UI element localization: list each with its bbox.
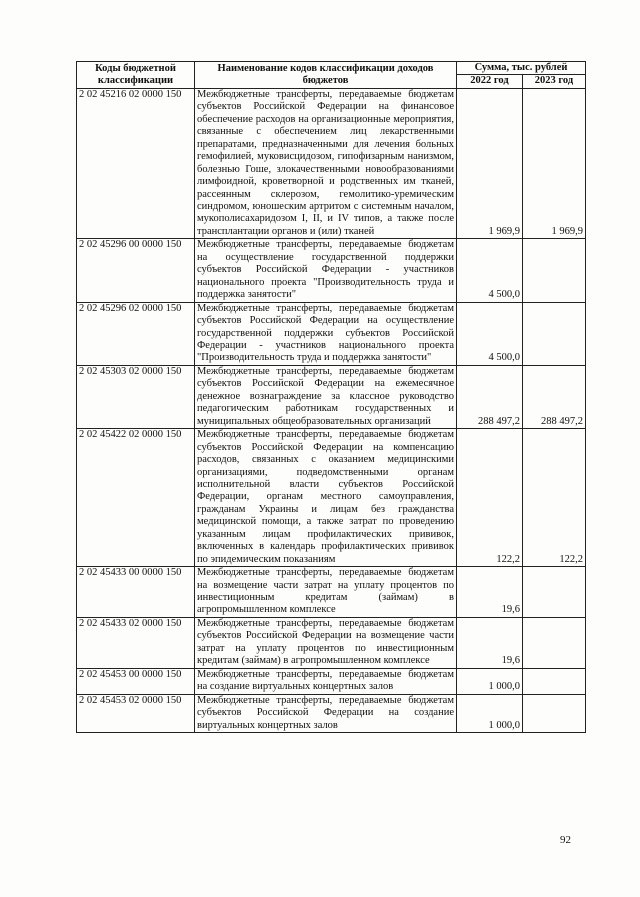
row-name: Межбюджетные трансферты, передаваемые бюджетам субъектов Российской Федерации на ежемесячное денежное вознаграждение за классное руководство педагогическим работникам государственных и муниципальных общеобразовательных организаций xyxy=(195,365,457,428)
row-code: 2 02 45453 00 0000 150 xyxy=(77,668,195,694)
table-row xyxy=(77,567,586,618)
row-value-2022: 1 000,0 xyxy=(457,694,523,732)
table-row xyxy=(77,88,586,238)
table-row xyxy=(77,429,586,567)
page-number: 92 xyxy=(560,834,571,846)
row-name: Межбюджетные трансферты, передаваемые бюджетам субъектов Российской Федерации на компенсацию расходов, связанных с оказанием медицинскими организациями, подведомственными органам исполнительной власти субъектов Российской Федерации, органам местного самоуправления, гражданам Украины и лицам без гражданства медицинской помощи, а также затрат по проведению указанным лицам профилактических прививок, включенных в календарь профилактических прививок по эпидемическим показаниям xyxy=(195,429,457,567)
row-value-2023: 122,2 xyxy=(523,429,586,567)
header-name: Наименование кодов классификации доходов бюджетов xyxy=(195,62,457,89)
row-code: 2 02 45453 02 0000 150 xyxy=(77,694,195,732)
budget-table xyxy=(76,61,586,733)
row-code: 2 02 45433 02 0000 150 xyxy=(77,617,195,668)
row-value-2022: 19,6 xyxy=(457,567,523,618)
row-value-2022: 4 500,0 xyxy=(457,302,523,365)
row-value-2023 xyxy=(523,617,586,668)
table-row xyxy=(77,694,586,732)
row-code: 2 02 45216 02 0000 150 xyxy=(77,88,195,238)
row-value-2023 xyxy=(523,668,586,694)
table-row xyxy=(77,239,586,302)
row-value-2023 xyxy=(523,302,586,365)
row-name: Межбюджетные трансферты, передаваемые бюджетам субъектов Российской Федерации на создание виртуальных концертных залов xyxy=(195,694,457,732)
row-code: 2 02 45422 02 0000 150 xyxy=(77,429,195,567)
row-code: 2 02 45303 02 0000 150 xyxy=(77,365,195,428)
row-code: 2 02 45296 00 0000 150 xyxy=(77,239,195,302)
header-codes: Коды бюджетной классификации xyxy=(77,62,195,89)
row-value-2022: 19,6 xyxy=(457,617,523,668)
row-name: Межбюджетные трансферты, передаваемые бюджетам на создание виртуальных концертных залов xyxy=(195,668,457,694)
table-row xyxy=(77,668,586,694)
row-value-2023: 288 497,2 xyxy=(523,365,586,428)
row-code: 2 02 45296 02 0000 150 xyxy=(77,302,195,365)
row-value-2022: 1 000,0 xyxy=(457,668,523,694)
row-value-2023 xyxy=(523,694,586,732)
row-value-2022: 122,2 xyxy=(457,429,523,567)
row-name: Межбюджетные трансферты, передаваемые бюджетам субъектов Российской Федерации на финансовое обеспечение расходов на организационные мероприятия, связанные с обеспечением лиц лекарственными препаратами, предназначенными для лечения больных гемофилией, муковисцидозом, гипофизарным нанизмом, болезнью Гоше, злокачественными новообразованиями лимфоидной, кроветворной и родственных им тканей, рассеянным склерозом, гемолитико-уремическим синдромом, юношеским артритом с системным началом, мукополисахаридозом I, II, и IV типов, а также после трансплантации органов и (или) тканей xyxy=(195,88,457,238)
row-name: Межбюджетные трансферты, передаваемые бюджетам субъектов Российской Федерации на возмещение части затрат на уплату процентов по инвестиционным кредитам (займам) в агропромышленном комплексе xyxy=(195,617,457,668)
header-row xyxy=(77,62,586,75)
table-row xyxy=(77,365,586,428)
row-value-2023 xyxy=(523,567,586,618)
table-row xyxy=(77,302,586,365)
row-value-2023: 1 969,9 xyxy=(523,88,586,238)
header-sum: Сумма, тыс. рублей xyxy=(457,62,586,75)
row-name: Межбюджетные трансферты, передаваемые бюджетам на осуществление государственной поддержки субъектов Российской Федерации - участников национального проекта "Производительность труда и поддержка занятости" xyxy=(195,239,457,302)
table-row xyxy=(77,617,586,668)
row-value-2022: 1 969,9 xyxy=(457,88,523,238)
row-name: Межбюджетные трансферты, передаваемые бюджетам на возмещение части затрат на уплату процентов по инвестиционным кредитам (займам) в агропромышленном комплексе xyxy=(195,567,457,618)
row-value-2022: 4 500,0 xyxy=(457,239,523,302)
header-year-2023: 2023 год xyxy=(523,75,586,88)
row-value-2022: 288 497,2 xyxy=(457,365,523,428)
header-year-2022: 2022 год xyxy=(457,75,523,88)
row-code: 2 02 45433 00 0000 150 xyxy=(77,567,195,618)
row-value-2023 xyxy=(523,239,586,302)
row-name: Межбюджетные трансферты, передаваемые бюджетам субъектов Российской Федерации на осуществление государственной поддержки субъектов Российской Федерации - участников национального проекта "Производительность труда и поддержка занятости" xyxy=(195,302,457,365)
